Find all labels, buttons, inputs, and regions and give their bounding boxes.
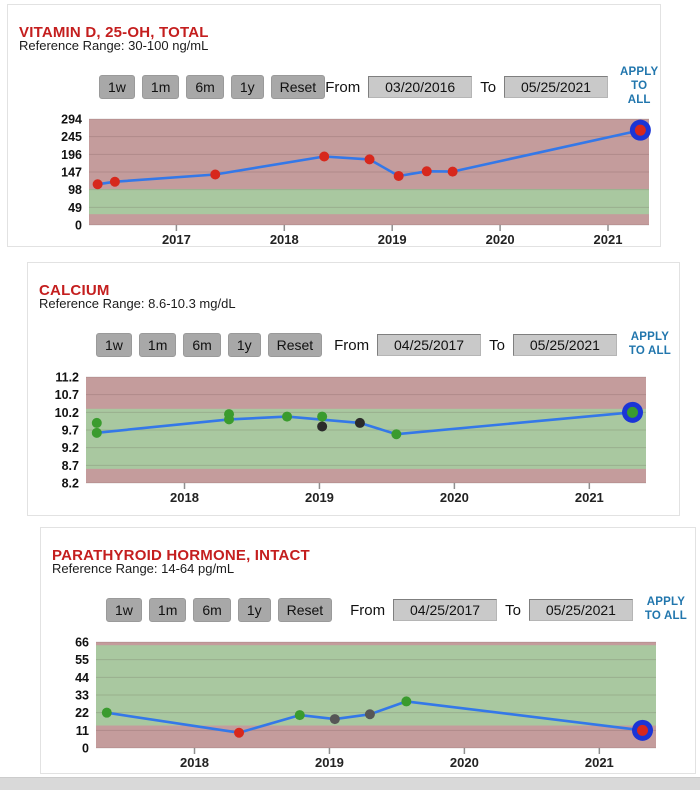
lab-line-chart xyxy=(28,369,660,511)
range-button-1y[interactable]: 1y xyxy=(238,598,271,622)
y-tick-label: 8.7 xyxy=(61,458,79,473)
reference-range: Reference Range: 8.6-10.3 mg/dL xyxy=(39,296,236,311)
from-label: From xyxy=(325,78,361,96)
apply-to-all-link[interactable]: APPLY TO ALL xyxy=(620,66,659,106)
data-point[interactable] xyxy=(102,708,112,718)
range-button-reset[interactable]: Reset xyxy=(271,75,326,99)
data-point[interactable] xyxy=(234,728,244,738)
data-point[interactable] xyxy=(93,179,103,189)
from-label: From xyxy=(350,601,386,619)
y-tick-label: 10.7 xyxy=(54,388,79,403)
x-tick-label: 2017 xyxy=(161,232,191,247)
y-tick-label: 294 xyxy=(61,112,82,127)
data-point[interactable] xyxy=(319,151,329,161)
data-point[interactable] xyxy=(365,154,375,164)
footer-bar xyxy=(0,777,700,790)
to-date-input[interactable] xyxy=(529,599,633,621)
range-button-6m[interactable]: 6m xyxy=(183,333,220,357)
data-point[interactable] xyxy=(92,418,102,428)
chart-controls xyxy=(18,66,659,106)
data-point-latest[interactable] xyxy=(635,125,646,136)
y-tick-label: 9.2 xyxy=(61,441,79,456)
to-label: To xyxy=(489,336,505,354)
to-date-input[interactable] xyxy=(504,76,608,98)
x-tick-label: 2018 xyxy=(180,755,209,770)
data-point-latest[interactable] xyxy=(637,725,648,736)
from-date-input[interactable] xyxy=(368,76,472,98)
x-tick-label: 2020 xyxy=(439,490,469,505)
y-tick-label: 0 xyxy=(75,218,82,233)
to-label: To xyxy=(505,601,521,619)
from-date-input[interactable] xyxy=(393,599,497,621)
data-point[interactable] xyxy=(317,412,327,422)
x-tick-label: 2018 xyxy=(269,232,299,247)
y-tick-label: 22 xyxy=(75,706,89,721)
y-tick-label: 245 xyxy=(61,130,82,145)
apply-to-all-link[interactable]: APPLY TO ALL xyxy=(628,331,671,357)
range-buttons xyxy=(96,333,322,357)
range-button-1m[interactable]: 1m xyxy=(149,598,186,622)
range-buttons xyxy=(99,75,325,99)
data-point[interactable] xyxy=(295,710,305,720)
range-button-1w[interactable]: 1w xyxy=(99,75,135,99)
panel-title: CALCIUM xyxy=(39,282,110,300)
data-point[interactable] xyxy=(282,412,292,422)
lab-panel-vitamin-d xyxy=(7,4,661,247)
y-tick-label: 147 xyxy=(61,165,82,180)
range-button-1m[interactable]: 1m xyxy=(139,333,176,357)
data-point[interactable] xyxy=(330,714,340,724)
range-button-1y[interactable]: 1y xyxy=(231,75,264,99)
x-tick-label: 2019 xyxy=(314,755,344,770)
data-point-latest[interactable] xyxy=(627,407,638,418)
data-point[interactable] xyxy=(317,421,327,431)
data-point[interactable] xyxy=(365,709,375,719)
from-label: From xyxy=(334,336,370,354)
date-range-controls xyxy=(325,66,658,107)
y-tick-label: 55 xyxy=(75,653,89,668)
reference-range: Reference Range: 30-100 ng/mL xyxy=(19,38,209,53)
data-point[interactable] xyxy=(210,170,220,180)
panel-title: PARATHYROID HORMONE, INTACT xyxy=(52,547,310,565)
y-tick-label: 11.2 xyxy=(55,370,79,385)
date-range-controls xyxy=(350,596,687,624)
reference-range: Reference Range: 14-64 pg/mL xyxy=(52,561,235,576)
y-tick-label: 44 xyxy=(75,670,89,685)
normal-range-band xyxy=(89,189,649,214)
data-point[interactable] xyxy=(422,166,432,176)
data-point[interactable] xyxy=(110,177,120,187)
range-button-1y[interactable]: 1y xyxy=(228,333,261,357)
lab-line-chart xyxy=(41,634,670,776)
x-tick-label: 2021 xyxy=(584,755,614,770)
data-point[interactable] xyxy=(355,418,365,428)
data-point[interactable] xyxy=(448,167,458,177)
x-tick-label: 2019 xyxy=(304,490,334,505)
lab-line-chart xyxy=(8,111,663,253)
x-tick-label: 2018 xyxy=(170,490,199,505)
y-tick-label: 11 xyxy=(75,723,89,738)
y-tick-label: 9.7 xyxy=(61,423,79,438)
x-tick-label: 2019 xyxy=(377,232,407,247)
x-tick-label: 2021 xyxy=(593,232,623,247)
y-tick-label: 33 xyxy=(75,688,89,703)
y-tick-label: 66 xyxy=(75,635,89,650)
data-point[interactable] xyxy=(401,696,411,706)
x-tick-label: 2021 xyxy=(574,490,604,505)
data-point[interactable] xyxy=(394,171,404,181)
y-tick-label: 49 xyxy=(68,200,82,215)
apply-to-all-link[interactable]: APPLY TO ALL xyxy=(644,596,687,622)
y-tick-label: 8.2 xyxy=(61,476,79,491)
range-button-6m[interactable]: 6m xyxy=(193,598,230,622)
to-date-input[interactable] xyxy=(513,334,617,356)
date-range-controls xyxy=(334,331,671,359)
chart-vitamin-d xyxy=(8,111,663,258)
range-button-reset[interactable]: Reset xyxy=(278,598,333,622)
range-button-reset[interactable]: Reset xyxy=(268,333,323,357)
chart-parathyroid-hormone xyxy=(41,634,670,781)
y-tick-label: 10.2 xyxy=(54,405,79,420)
from-date-input[interactable] xyxy=(377,334,481,356)
lab-panel-calcium xyxy=(27,262,680,516)
data-point[interactable] xyxy=(92,428,102,438)
range-buttons xyxy=(106,598,332,622)
chart-controls xyxy=(38,332,671,358)
panel-title: VITAMIN D, 25-OH, TOTAL xyxy=(19,24,209,42)
data-point[interactable] xyxy=(391,429,401,439)
x-tick-label: 2020 xyxy=(449,755,479,770)
y-tick-label: 0 xyxy=(82,741,89,756)
range-button-1m[interactable]: 1m xyxy=(142,75,179,99)
y-tick-label: 98 xyxy=(68,183,82,198)
to-label: To xyxy=(480,78,497,96)
range-button-6m[interactable]: 6m xyxy=(186,75,223,99)
range-button-1w[interactable]: 1w xyxy=(96,333,132,357)
data-point[interactable] xyxy=(224,414,234,424)
x-tick-label: 2020 xyxy=(485,232,515,247)
y-tick-label: 196 xyxy=(61,147,82,162)
chart-calcium xyxy=(28,369,660,516)
chart-controls xyxy=(51,597,687,623)
lab-panel-parathyroid-hormone xyxy=(40,527,696,774)
range-button-1w[interactable]: 1w xyxy=(106,598,142,622)
